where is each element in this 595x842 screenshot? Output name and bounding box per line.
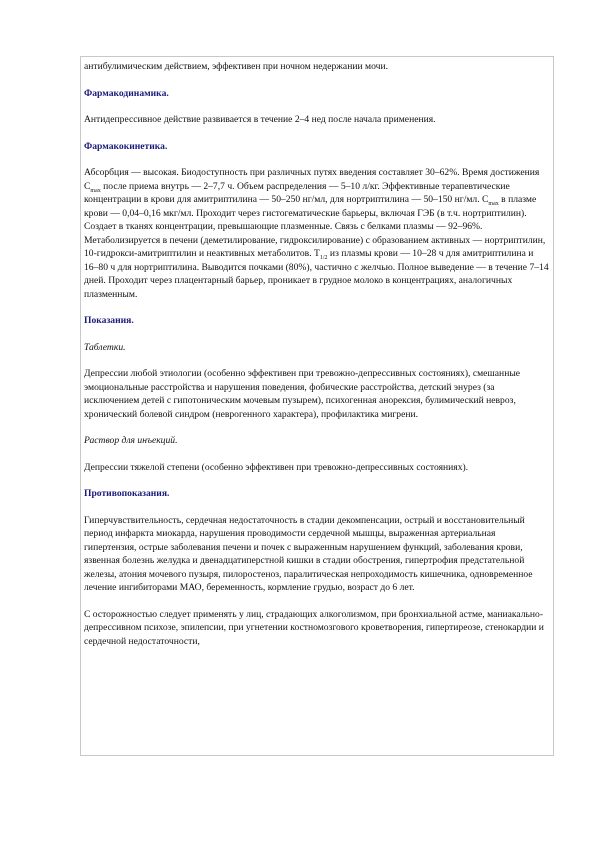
cmax-subscript: max <box>90 187 101 194</box>
pharmacodynamics-text: Антидепрессивное действие развивается в течение 2–4 нед после начала применения. <box>84 114 436 125</box>
intro-text: антибулимическим действием, эффективен при ночном недержании мочи. <box>84 61 388 72</box>
pk-text-part1: Абсорбция — высокая. Биодоступность при различных путях введения составляет 30–62%. Время достижения C <box>84 167 540 192</box>
pharmacokinetics-heading: Фармакокинетика. <box>84 140 168 152</box>
half-life-subscript: 1/2 <box>319 254 328 261</box>
contraindications-text: Гиперчувствительность, сердечная недостаточность в стадии декомпенсации, острый и восстановительный период инфаркта миокарда, нарушения проводимости сердечной мышцы, выраженная артериальная гипертензия, острые заболевания печени и почек с выраженным нарушением функций, заболевания крови, язвенная болезнь желудка и двенадцатиперстной кишки в стадии обострения, гипертрофия предстательной железы, атония мочевого пузыря, пилоростеноз, паралитическая непроходимость кишечника, одновременное лечение ингибиторами МАО, беременность, кормление грудью, возраст до 6 лет. <box>84 514 533 593</box>
caution-text: С осторожностью следует применять у лиц, страдающих алкоголизмом, при бронхиальной астме, маниакально-депрессивном психозе, эпилепсии, при угнетении костномозгового кроветворения, гипертиреозе, стенокардии и сердечной недостаточности, <box>84 608 544 647</box>
tablets-label: Таблетки. <box>84 341 126 353</box>
pk-text-part4: из плазмы крови — 10–28 ч для амитриптилина и 16–80 ч для нортриптилина. Выводится почками (80%), частично с желчью. Полное выведение — в течение 7–14 дней. Проходит через плацентарный барьер, проникает в грудное молоко в концентрациях, аналогичных плазменным. <box>84 248 549 300</box>
pharmacodynamics-heading: Фармакодинамика. <box>84 87 169 99</box>
injection-text: Депрессии тяжелой степени (особенно эффективен при тревожно-депрессивных состояниях). <box>84 461 469 473</box>
cmax-subscript-2: max <box>488 200 499 207</box>
pk-text-part3: в плазме крови — 0,04–0,16 мкг/мл. Проходит через гистогематические барьеры, включая ГЭБ (в т.ч. нортриптилин). Создает в тканях концентрации, превышающие плазменные. Связь с белками плазмы — 92–96%. Метаболизируется в печени (деметилирование, гидроксилирование) с образованием активных — нортриптилин, 10-гидрокси-амитриптилин и неактивных метаболитов. T <box>84 194 546 259</box>
pk-text-part2: после приема внутрь — 2–7,7 ч. Объем распределения — 5–10 л/кг. Эффективные терапевтические концентрации в крови для амитриптилина — 50–250 нг/мл, для нортриптилина — 50–150 нг/мл. C <box>84 180 510 205</box>
document-content <box>84 60 550 661</box>
tablets-text: Депрессии любой этиологии (особенно эффективен при тревожно-депрессивных состояниях), смешанные эмоциональные расстройства и нарушения поведения, фобические расстройства, детский энурез (за исключением детей с гипотоническим мочевым пузырем), психогенная анорексия, булимический невроз, хронический болевой синдром (неврогенного характера), профилактика мигрени. <box>84 368 521 420</box>
injection-label: Раствор для инъекций. <box>84 435 178 446</box>
pharmacokinetics-text <box>84 166 550 301</box>
contraindications-heading: Противопоказания. <box>84 488 170 499</box>
indications-heading: Показания. <box>84 315 134 326</box>
